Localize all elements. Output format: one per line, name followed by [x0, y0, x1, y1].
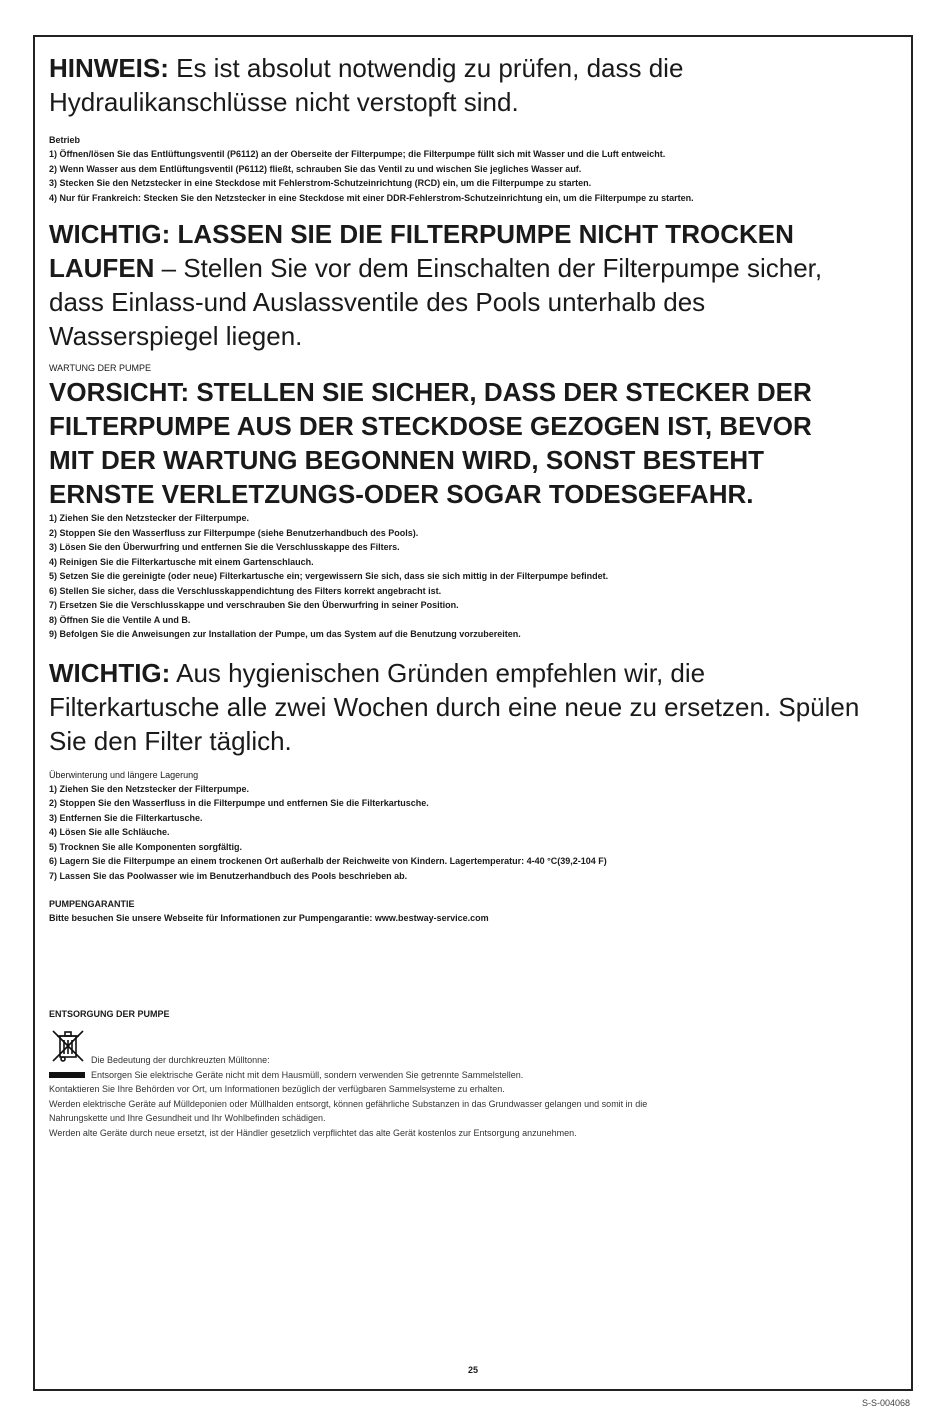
- list-item: 2) Wenn Wasser aus dem Entlüftungsventil (P6112) fließt, schrauben Sie das Ventil zu und wischen Sie jegliches Wasser auf.: [49, 163, 582, 174]
- warranty-text: Bitte besuchen Sie unsere Webseite für Informationen zur Pumpengarantie: www.bestway-service.com: [49, 913, 489, 923]
- warranty-heading: PUMPENGARANTIE: [49, 899, 135, 909]
- page-frame: [33, 35, 913, 1391]
- operation-heading: Betrieb: [49, 135, 81, 145]
- important-dry-text-4: Wasserspiegel liegen.: [49, 321, 303, 351]
- list-item: 3) Lösen Sie den Überwurfring und entfernen Sie die Verschlusskappe des Filters.: [49, 542, 400, 552]
- list-item: 5) Setzen Sie die gereinigte (oder neue) Filterkartusche ein; vergewissern Sie sich, dass sie sich mittig in der Filterpumpe befindet.: [49, 571, 609, 581]
- winter-steps: [49, 782, 899, 884]
- important-dry-label-2: LAUFEN: [49, 253, 155, 283]
- list-item: 3) Entfernen Sie die Filterkartusche.: [49, 812, 203, 823]
- list-item: Werden elektrische Geräte auf Mülldeponien oder Müllhalden entsorgt, können gefährliche Substanzen in das Grundwasser gelangen und somit in die: [49, 1098, 648, 1109]
- important-hygiene-paragraph: [49, 656, 899, 758]
- caution-line: VORSICHT: STELLEN SIE SICHER, DASS DER STECKER DER: [49, 377, 812, 407]
- disposal-meaning: Die Bedeutung der durchkreuzten Mülltonne:: [91, 1055, 270, 1065]
- important-dry-text-3: dass Einlass-und Auslassventile des Pools unterhalb des: [49, 287, 706, 317]
- list-item: Kontaktieren Sie Ihre Behörden vor Ort, um Informationen bezüglich der verfügbaren Sammelsysteme zu erhalten.: [49, 1084, 505, 1094]
- important-hygiene-label: WICHTIG:: [49, 657, 171, 688]
- list-item: 7) Ersetzen Sie die Verschlusskappe und verschrauben Sie den Überwurfring in seiner Position.: [49, 600, 459, 610]
- important-hygiene-text-1: Aus hygienischen Gründen empfehlen wir, die: [170, 657, 706, 688]
- list-item: 8) Öffnen Sie die Ventile A und B.: [49, 614, 191, 625]
- list-item: Entsorgen Sie elektrische Geräte nicht mit dem Hausmüll, sondern verwenden Sie getrennte Sammelstellen.: [49, 1068, 899, 1083]
- caution-line: MIT DER WARTUNG BEGONNEN WIRD, SONST BESTEHT: [49, 445, 764, 475]
- list-item: Werden alte Geräte durch neue ersetzt, ist der Händler gesetzlich verpflichtet das alte Gerät kostenlos zur Entsorgung anzunehmen.: [49, 1127, 577, 1138]
- page-number: 25: [467, 1365, 478, 1375]
- list-item: 6) Lagern Sie die Filterpumpe an einem trockenen Ort außerhalb der Reichweite von Kindern. Lagertemperatur: 4-40 °C(39,2-104 F): [49, 856, 607, 866]
- notice-label: HINWEIS:: [49, 53, 169, 83]
- list-item: 7) Lassen Sie das Poolwasser wie im Benutzerhandbuch des Pools beschrieben ab.: [49, 870, 408, 881]
- list-item: 9) Befolgen Sie die Anweisungen zur Installation der Pumpe, um das System auf die Benutzung vorzubereiten.: [49, 629, 521, 639]
- list-item: 1) Ziehen Sie den Netzstecker der Filterpumpe.: [49, 513, 250, 523]
- maintenance-caution: [49, 375, 899, 511]
- list-item: Nahrungskette und Ihre Gesundheit und Ihr Wohlbefinden schädigen.: [49, 1113, 326, 1123]
- page-content: [49, 51, 899, 1140]
- disposal-lines: [49, 1053, 899, 1140]
- notice-text-2: Hydraulikanschlüsse nicht verstopft sind.: [49, 87, 519, 117]
- list-item: 3) Stecken Sie den Netzstecker in eine Steckdose mit Fehlerstrom-Schutzeinrichtung (RCD) ein, um die Filterpumpe zu starten.: [49, 178, 592, 188]
- winter-heading: Überwinterung und längere Lagerung: [49, 769, 199, 780]
- important-dry-paragraph: [49, 217, 899, 353]
- list-item: 6) Stellen Sie sicher, dass die Verschlusskappendichtung des Filters korrekt angebracht ist.: [49, 585, 442, 596]
- list-item: 4) Lösen Sie alle Schläuche.: [49, 827, 170, 837]
- list-item: 4) Nur für Frankreich: Stecken Sie den Netzstecker in eine Steckdose mit einer DDR-Fehlerstrom-Schutzeinrichtung ein, um die Filterpumpe zu starten.: [49, 192, 694, 203]
- caution-line: FILTERPUMPE AUS DER STECKDOSE GEZOGEN IST, BEVOR: [49, 411, 812, 441]
- maintenance-heading: WARTUNG DER PUMPE: [49, 363, 152, 373]
- operation-steps: [49, 147, 899, 205]
- notice-text-1: Es ist absolut notwendig zu prüfen, dass die: [168, 53, 684, 83]
- list-item: 2) Stoppen Sie den Wasserfluss in die Filterpumpe und entfernen Sie die Filterkartusche.: [49, 798, 429, 808]
- caution-line: ERNSTE VERLETZUNGS-ODER SOGAR TODESGEFAHR.: [49, 479, 754, 509]
- maintenance-steps: [49, 511, 899, 642]
- list-item: 1) Ziehen Sie den Netzstecker der Filterpumpe.: [49, 783, 250, 794]
- list-item: 5) Trocknen Sie alle Komponenten sorgfältig.: [49, 841, 243, 852]
- important-dry-text-2: – Stellen Sie vor dem Einschalten der Filterpumpe sicher,: [154, 253, 823, 283]
- crossed-out-bin-icon: [49, 1027, 87, 1065]
- important-hygiene-text-2: Filterkartusche alle zwei Wochen durch eine neue zu ersetzen. Spülen: [49, 691, 860, 722]
- important-hygiene-text-3: Sie den Filter täglich.: [49, 725, 292, 756]
- list-item: 2) Stoppen Sie den Wasserfluss zur Filterpumpe (siehe Benutzerhandbuch des Pools).: [49, 527, 419, 538]
- list-item: 1) Öffnen/lösen Sie das Entlüftungsventil (P6112) an der Oberseite der Filterpumpe; die Filterpumpe füllt sich mit Wasser und die Luft entweicht.: [49, 149, 666, 159]
- black-bar-icon: [49, 1072, 85, 1078]
- list-item: 4) Reinigen Sie die Filterkartusche mit einem Gartenschlauch.: [49, 556, 314, 567]
- disposal-heading: ENTSORGUNG DER PUMPE: [49, 1009, 170, 1019]
- document-code: S-S-004068: [861, 1398, 910, 1408]
- notice-paragraph: [49, 51, 899, 119]
- important-dry-label-1: WICHTIG: LASSEN SIE DIE FILTERPUMPE NICHT TROCKEN: [49, 219, 794, 249]
